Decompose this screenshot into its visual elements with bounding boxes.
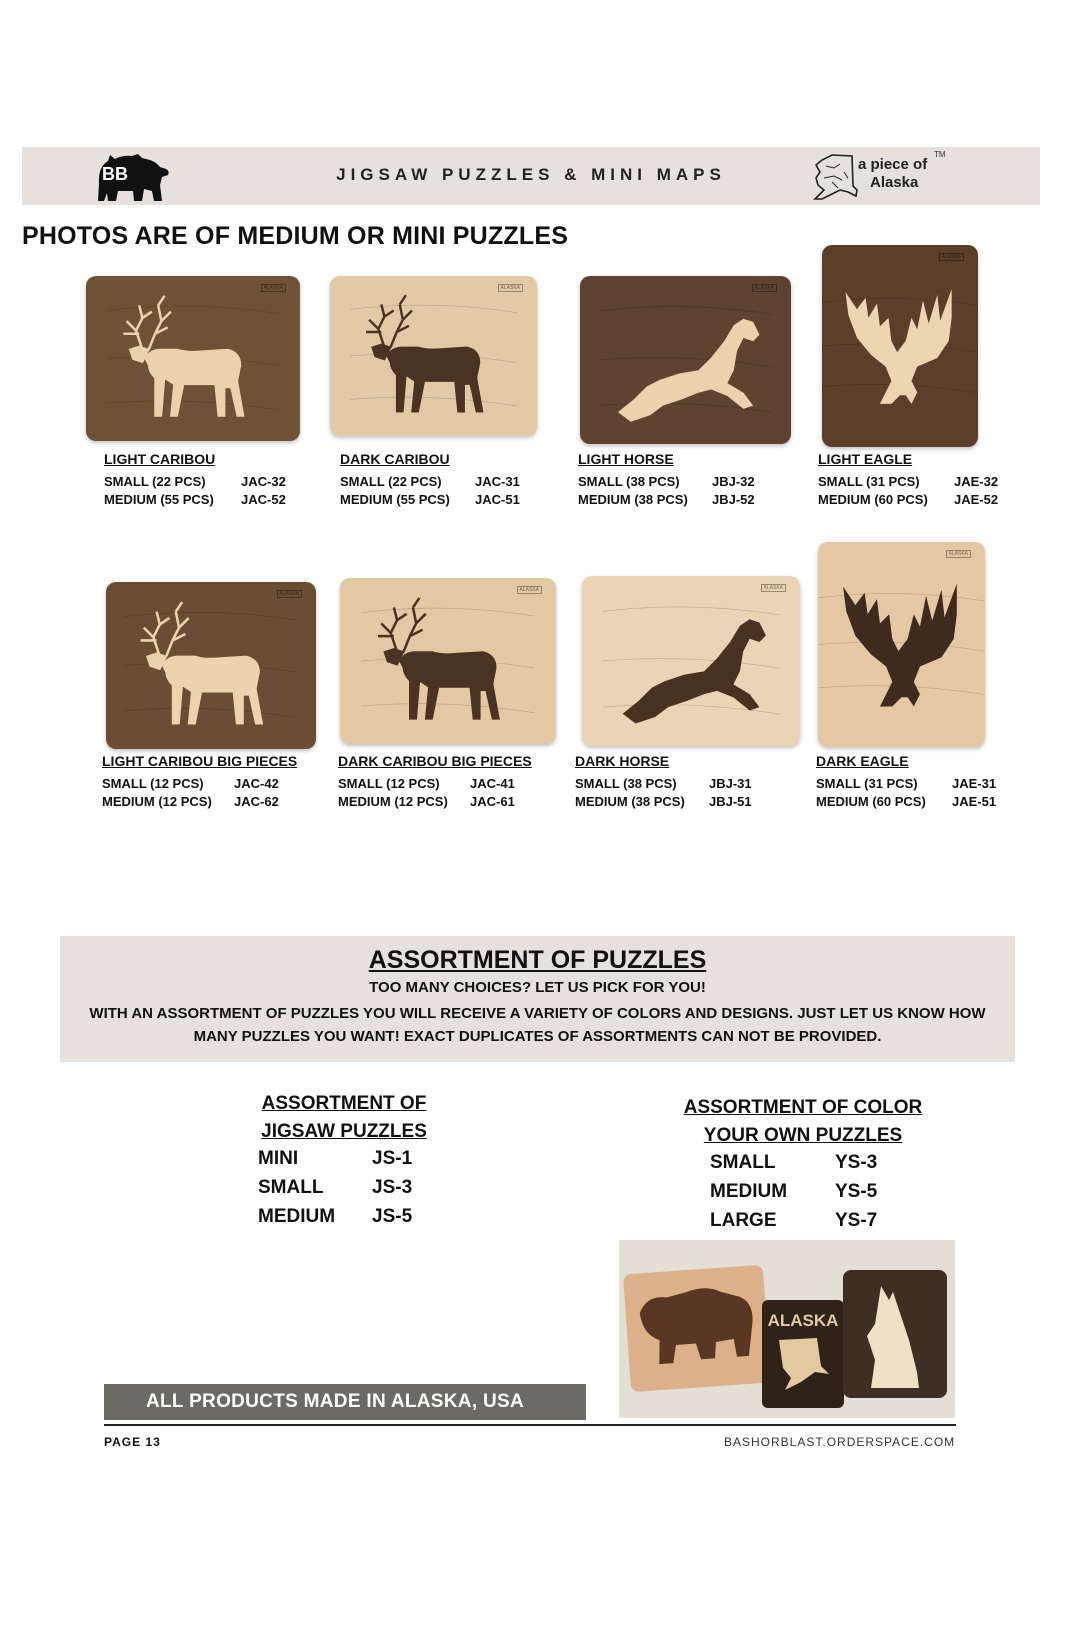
product-code: JBJ-51 [709,794,752,809]
product-code: JAE-51 [952,794,997,809]
page-number: PAGE 13 [104,1435,161,1449]
list-item-code: YS-7 [835,1210,878,1231]
list-item [244,1175,444,1204]
color-assortment-heading-1: ASSORTMENT OF COLOR [683,1097,923,1118]
trademark: TM [934,150,946,159]
list-item-code: YS-5 [835,1181,878,1202]
header-band [22,147,1040,205]
puzzle-photo [580,276,791,444]
size-label: SMALL (31 PCS) [816,776,918,791]
puzzle-size-row [575,776,775,791]
size-label: MEDIUM (60 PCS) [818,492,928,507]
puzzle-photo [818,542,985,747]
puzzle-size-row [104,492,304,507]
list-item [244,1204,444,1233]
list-item-label: MINI [258,1148,299,1169]
product-code: JAC-62 [234,794,279,809]
made-in-alaska-banner [104,1384,586,1420]
size-label: MEDIUM (38 PCS) [578,492,688,507]
brand-logo [812,150,952,204]
brand-line2: Alaska [870,174,919,191]
size-label: MEDIUM (55 PCS) [340,492,450,507]
list-item-code: YS-3 [835,1152,878,1173]
website-url: BASHORBLAST.ORDERSPACE.COM [724,1435,956,1449]
product-code: JBJ-52 [712,492,755,507]
footer-divider [104,1424,956,1426]
header-title: JIGSAW PUZZLES & MINI MAPS [336,165,726,184]
alaska-tag: ALASKA [517,586,542,594]
page-heading: PHOTOS ARE OF MEDIUM OR MINI PUZZLES [22,222,569,250]
assortment-photo [619,1240,955,1418]
list-item-label: LARGE [710,1210,777,1231]
brand-line1: a piece of [858,156,928,173]
puzzle-size-row [816,776,1016,791]
product-code: JAE-32 [954,474,999,489]
puzzle-size-row [816,794,1016,809]
logo-text: BB [102,164,128,184]
size-label: MEDIUM (12 PCS) [102,794,212,809]
assortment-subtitle: TOO MANY CHOICES? LET US PICK FOR YOU! [369,979,706,996]
assortment-body: WITH AN ASSORTMENT OF PUZZLES YOU WILL RECEIVE A VARIETY OF COLORS AND DESIGNS. JUST LET US KNOW HOW MANY PUZZLES YOU WANT! EXACT DUPLICATES OF ASSORTMENTS CAN NOT BE PROVIDED. [89,1005,986,1045]
puzzle-photo [822,245,978,447]
puzzle-size-row [102,794,302,809]
puzzle-name: LIGHT CARIBOU BIG PIECES [102,753,298,769]
size-label: MEDIUM (38 PCS) [575,794,685,809]
size-label: SMALL (31 PCS) [818,474,920,489]
color-assortment-heading-2: YOUR OWN PUZZLES [703,1125,903,1146]
puzzle-name: LIGHT CARIBOU [104,451,216,467]
puzzle-size-row [340,492,540,507]
list-item-code: JS-5 [372,1206,413,1227]
list-item-label: MEDIUM [710,1181,788,1202]
puzzle-size-row [340,474,540,489]
product-code: JAE-52 [954,492,999,507]
list-item-label: MEDIUM [258,1206,336,1227]
size-label: MEDIUM (12 PCS) [338,794,448,809]
puzzle-photo [582,576,800,746]
puzzle-photo [86,276,300,441]
puzzle-size-row [575,794,775,809]
alaska-tag: ALASKA [277,590,302,598]
assortment-title: ASSORTMENT OF PUZZLES [368,946,707,974]
product-code: JAC-51 [475,492,520,507]
list-item [244,1146,444,1175]
alaska-tag: ALASKA [939,253,964,261]
puzzle-photo [330,276,537,436]
made-in-alaska-text: ALL PRODUCTS MADE IN ALASKA, USA [146,1391,524,1412]
list-item-label: SMALL [710,1152,776,1173]
puzzle-name: LIGHT HORSE [578,451,674,467]
puzzle-size-row [104,474,304,489]
list-item [668,1208,938,1237]
alaska-tag: ALASKA [946,550,971,558]
size-label: MEDIUM (60 PCS) [816,794,926,809]
size-label: SMALL (22 PCS) [104,474,206,489]
product-code: JAC-31 [475,474,520,489]
size-label: SMALL (12 PCS) [338,776,440,791]
list-item-code: JS-1 [372,1148,413,1169]
product-code: JBJ-32 [712,474,755,489]
puzzle-size-row [578,492,778,507]
assort-photo-text: ALASKA [767,1311,839,1330]
puzzle-name: LIGHT EAGLE [818,451,913,467]
puzzle-photo [106,582,316,749]
color-assortment-list [668,1094,938,1237]
size-label: MEDIUM (55 PCS) [104,492,214,507]
puzzle-photo [340,578,556,744]
list-item [668,1179,938,1208]
product-code: JAC-61 [470,794,515,809]
product-code: JAE-31 [952,776,997,791]
puzzle-size-row [818,474,1018,489]
product-code: JAC-41 [470,776,515,791]
product-code: JBJ-31 [709,776,752,791]
list-item-label: SMALL [258,1177,324,1198]
size-label: SMALL (38 PCS) [575,776,677,791]
puzzle-name: DARK CARIBOU BIG PIECES [338,753,532,769]
puzzle-name: DARK CARIBOU [340,451,450,467]
product-code: JAC-52 [241,492,286,507]
alaska-tag: ALASKA [752,284,777,292]
product-code: JAC-42 [234,776,279,791]
alaska-tag: ALASKA [761,584,786,592]
puzzle-size-row [102,776,302,791]
jigsaw-assortment-list [244,1090,444,1233]
puzzle-size-row [338,776,538,791]
puzzle-size-row [578,474,778,489]
assortment-band [60,936,1015,1062]
puzzle-size-row [818,492,1018,507]
puzzle-name: DARK HORSE [575,753,670,769]
alaska-map-icon [812,152,858,202]
brand-text [858,156,927,192]
product-code: JAC-32 [241,474,286,489]
puzzle-name: DARK EAGLE [816,753,909,769]
alaska-tag: ALASKA [498,284,523,292]
alaska-tag: ALASKA [261,284,286,292]
size-label: SMALL (12 PCS) [102,776,204,791]
list-item-code: JS-3 [372,1177,413,1198]
jigsaw-assortment-heading-1: ASSORTMENT OF [261,1093,427,1114]
list-item [668,1150,938,1179]
jigsaw-assortment-heading-2: JIGSAW PUZZLES [261,1121,427,1142]
puzzle-size-row [338,794,538,809]
size-label: SMALL (38 PCS) [578,474,680,489]
size-label: SMALL (22 PCS) [340,474,442,489]
